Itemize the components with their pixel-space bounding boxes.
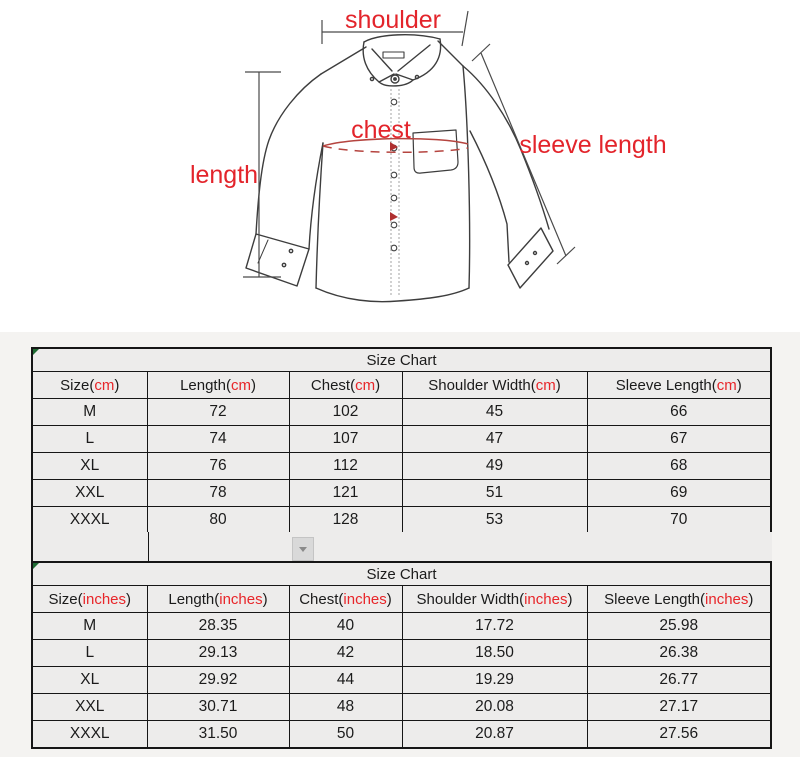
sleeve-cell: 25.98	[587, 613, 771, 640]
shoulder-cell: 45	[402, 399, 587, 426]
column-header-size	[32, 372, 147, 399]
header-text: Shoulder Width(	[416, 590, 525, 608]
header-text: )	[250, 376, 256, 394]
header-text: )	[126, 590, 132, 608]
size-chart-table-inches	[31, 561, 772, 749]
shoulder-cell: 47	[402, 426, 587, 453]
header-unit: inches	[82, 590, 127, 608]
header-text: Chest(	[299, 590, 344, 608]
size-cell: XXXL	[32, 507, 147, 535]
header-text: )	[748, 590, 754, 608]
shoulder-cell: 19.29	[402, 667, 587, 694]
length-cell: 30.71	[147, 694, 289, 721]
header-text: )	[736, 376, 742, 394]
table-row	[32, 694, 771, 721]
length-cell: 80	[147, 507, 289, 535]
chest-cell: 102	[289, 399, 402, 426]
size-cell: L	[32, 640, 147, 667]
gap-row-divider	[148, 532, 149, 561]
spreadsheet-gap-row	[31, 532, 772, 561]
table-title: Size Chart	[32, 348, 771, 372]
length-cell: 29.13	[147, 640, 289, 667]
size-cell: XXL	[32, 694, 147, 721]
header-unit: cm	[535, 376, 556, 394]
length-cell: 31.50	[147, 721, 289, 749]
dropdown-button[interactable]	[292, 537, 314, 561]
size-cell: XXL	[32, 480, 147, 507]
size-chart-table-cm	[31, 347, 772, 535]
sleeve-cell: 66	[587, 399, 771, 426]
header-text: Chest(	[310, 376, 356, 394]
size-cell: XL	[32, 453, 147, 480]
column-header-shoulder	[402, 586, 587, 613]
header-text: Shoulder Width(	[428, 376, 536, 394]
header-unit: cm	[230, 376, 251, 394]
table-row	[32, 667, 771, 694]
shoulder-cell: 53	[402, 507, 587, 535]
header-text: )	[386, 590, 392, 608]
sleeve-cell: 67	[587, 426, 771, 453]
chest-cell: 48	[289, 694, 402, 721]
header-text: Length(	[180, 376, 231, 394]
header-unit: cm	[716, 376, 737, 394]
shoulder-cell: 49	[402, 453, 587, 480]
size-cell: XL	[32, 667, 147, 694]
length-cell: 74	[147, 426, 289, 453]
sleeve-cell: 70	[587, 507, 771, 535]
header-text: Size(	[48, 590, 83, 608]
chest-cell: 107	[289, 426, 402, 453]
header-unit: inches	[705, 590, 749, 608]
chest-cell: 50	[289, 721, 402, 749]
column-header-length	[147, 586, 289, 613]
column-header-chest	[289, 372, 402, 399]
shoulder-cell: 17.72	[402, 613, 587, 640]
column-header-size	[32, 586, 147, 613]
table-row	[32, 426, 771, 453]
header-text: )	[555, 376, 561, 394]
chest-cell: 112	[289, 453, 402, 480]
length-cell: 28.35	[147, 613, 289, 640]
sleeve-cell: 69	[587, 480, 771, 507]
column-header-shoulder	[402, 372, 587, 399]
length-cell: 76	[147, 453, 289, 480]
shoulder-cell: 20.87	[402, 721, 587, 749]
length-cell: 72	[147, 399, 289, 426]
column-header-chest	[289, 586, 402, 613]
table-row	[32, 640, 771, 667]
header-unit: inches	[219, 590, 263, 608]
column-header-length	[147, 372, 289, 399]
sleeve-cell: 26.77	[587, 667, 771, 694]
shirt-diagram	[0, 0, 800, 332]
column-header-sleeve	[587, 372, 771, 399]
shoulder-label: shoulder	[345, 6, 441, 34]
table-row	[32, 453, 771, 480]
sleeve-cell: 27.17	[587, 694, 771, 721]
shirt-outline-icon	[246, 35, 553, 302]
header-text: )	[567, 590, 573, 608]
shoulder-cell: 18.50	[402, 640, 587, 667]
size-cell: M	[32, 613, 147, 640]
sleeve-cell: 68	[587, 453, 771, 480]
chest-label: chest	[351, 116, 411, 144]
table-title: Size Chart	[32, 562, 771, 586]
sleeve-cell: 26.38	[587, 640, 771, 667]
spreadsheet-corner-marker	[33, 349, 39, 355]
table-row	[32, 399, 771, 426]
table-row	[32, 613, 771, 640]
sleeve-length-label: sleeve length	[519, 131, 667, 159]
header-unit: inches	[524, 590, 568, 608]
size-cell: XXXL	[32, 721, 147, 749]
spreadsheet-corner-marker	[33, 563, 39, 569]
chest-cell: 128	[289, 507, 402, 535]
table-row	[32, 507, 771, 535]
header-text: )	[262, 590, 268, 608]
table-row	[32, 721, 771, 749]
header-text: )	[375, 376, 381, 394]
header-unit: inches	[343, 590, 387, 608]
header-unit: cm	[94, 376, 115, 394]
header-text: )	[114, 376, 120, 394]
chest-cell: 40	[289, 613, 402, 640]
column-header-sleeve	[587, 586, 771, 613]
sleeve-cell: 27.56	[587, 721, 771, 749]
length-cell: 78	[147, 480, 289, 507]
header-text: Size(	[60, 376, 95, 394]
header-text: Length(	[168, 590, 220, 608]
length-label: length	[189, 161, 259, 189]
chest-cell: 42	[289, 640, 402, 667]
length-cell: 29.92	[147, 667, 289, 694]
size-cell: M	[32, 399, 147, 426]
chest-cell: 44	[289, 667, 402, 694]
chest-cell: 121	[289, 480, 402, 507]
table-row	[32, 480, 771, 507]
header-unit: cm	[355, 376, 376, 394]
size-cell: L	[32, 426, 147, 453]
header-text: Sleeve Length(	[604, 590, 706, 608]
chevron-down-icon	[299, 547, 307, 552]
header-text: Sleeve Length(	[615, 376, 717, 394]
shoulder-cell: 20.08	[402, 694, 587, 721]
shoulder-cell: 51	[402, 480, 587, 507]
